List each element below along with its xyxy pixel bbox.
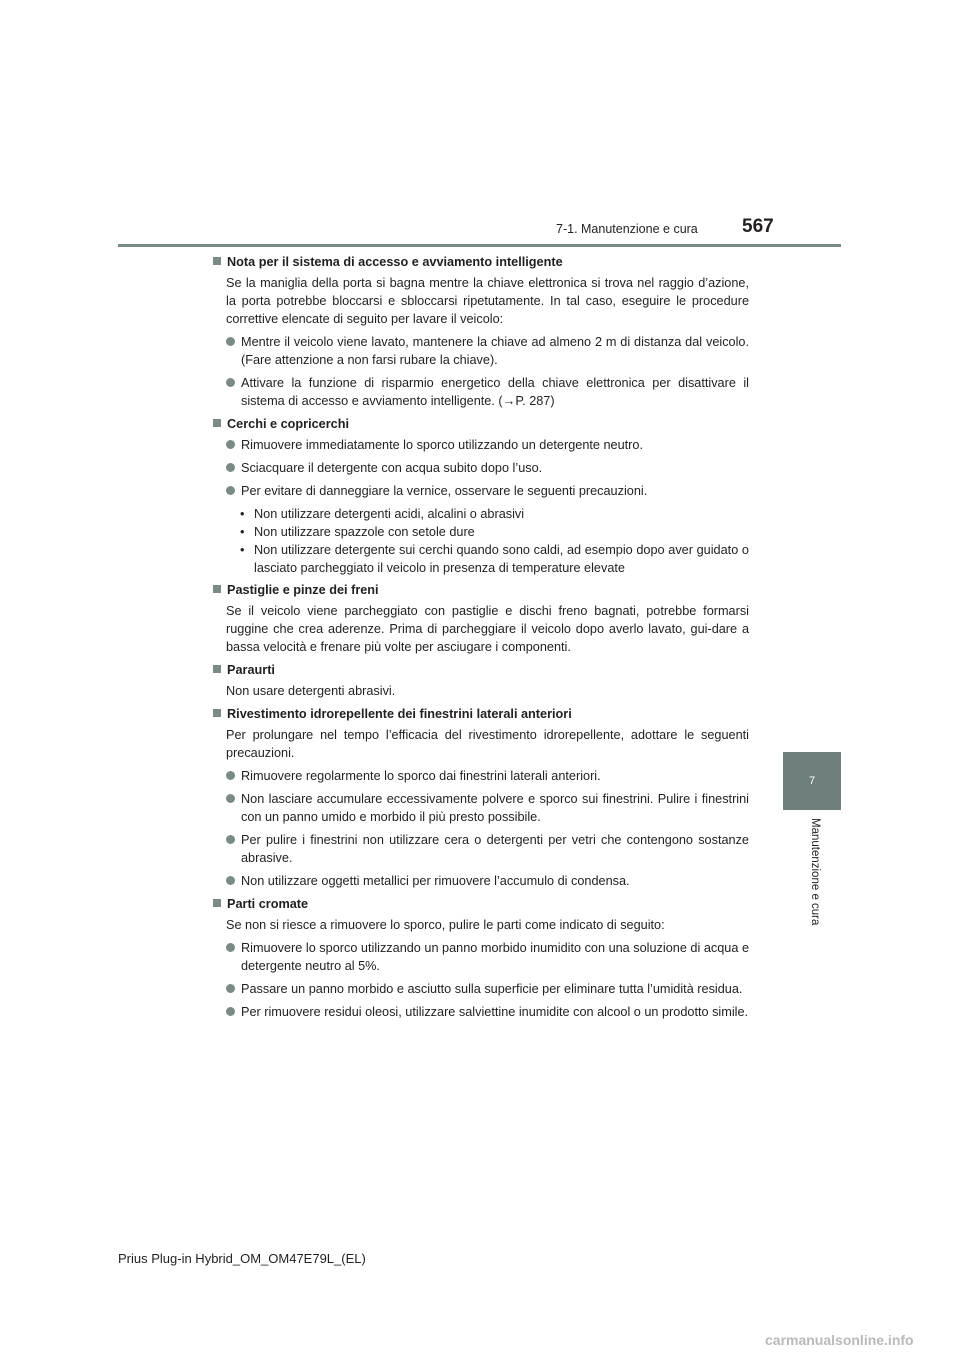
circle-bullet-icon <box>226 440 235 449</box>
circle-bullet-icon <box>226 378 235 387</box>
chapter-number: 7 <box>808 775 816 787</box>
section-intro: Se il veicolo viene parcheggiato con pastiglie e dischi freno bagnati, potrebbe formarsi ruggine che crea aderenze. Prima di parcheggiare il veicolo dopo averlo lavato, gui-dare a bassa velocità e frenare più volte per asciugare i componenti. <box>226 604 749 654</box>
page-number: 567 <box>742 216 774 237</box>
list-item: Attivare la funzione di risparmio energetico della chiave elettronica per disattivare il sistema di accesso e avviamento intelligente. (→P. 287) <box>226 374 749 410</box>
circle-bullet-icon <box>226 771 235 780</box>
circle-bullet-icon <box>226 1007 235 1016</box>
chapter-tab <box>783 752 841 810</box>
circle-bullet-icon <box>226 337 235 346</box>
section-bumpers <box>213 661 749 700</box>
section-title: Parti cromate <box>213 895 749 913</box>
section-title: Cerchi e copricerchi <box>213 415 749 433</box>
sub-list-item: • Non utilizzare spazzole con setole dure <box>240 525 475 539</box>
square-bullet-icon <box>213 899 221 907</box>
list-item: Rimuovere immediatamente lo sporco utilizzando un detergente neutro. <box>226 436 749 454</box>
running-header-section: 7-1. Manutenzione e cura <box>556 222 698 236</box>
section-brakes <box>213 581 749 656</box>
document-id: Prius Plug-in Hybrid_OM_OM47E79L_(EL) <box>118 1251 366 1266</box>
sub-list <box>240 505 749 577</box>
section-intro: Se non si riesce a rimuovere lo sporco, pulire le parti come indicato di seguito: <box>226 918 665 932</box>
circle-bullet-icon <box>226 835 235 844</box>
square-bullet-icon <box>213 419 221 427</box>
list-item: Per rimuovere residui oleosi, utilizzare salviettine inumidite con alcool o un prodotto simile. <box>226 1003 749 1021</box>
square-bullet-icon <box>213 257 221 265</box>
square-bullet-icon <box>213 709 221 717</box>
watermark: carmanualsonline.info <box>765 1332 914 1348</box>
section-title: Rivestimento idrorepellente dei finestrini laterali anteriori <box>213 705 749 723</box>
list-item: Passare un panno morbido e asciutto sulla superficie per eliminare tutta l’umidità residua. <box>226 980 749 998</box>
list-item: Sciacquare il detergente con acqua subito dopo l’uso. <box>226 459 749 477</box>
section-water-repellent <box>213 705 749 890</box>
list-item: Mentre il veicolo viene lavato, mantenere la chiave ad almeno 2 m di distanza dal veicolo. (Fare attenzione a non farsi rubare la chiave). <box>226 333 749 369</box>
section-title: Paraurti <box>213 661 749 679</box>
list-item: Rimuovere regolarmente lo sporco dai finestrini laterali anteriori. <box>226 767 749 785</box>
section-intro: Per prolungare nel tempo l’efficacia del rivestimento idrorepellente, adottare le seguenti precauzioni. <box>226 728 749 760</box>
section-chrome-parts <box>213 895 749 1021</box>
list-item: Non lasciare accumulare eccessivamente polvere e sporco sui finestrini. Pulire i finestrini con un panno umido e morbido il più presto possibile. <box>226 790 749 826</box>
header-divider <box>118 244 841 247</box>
section-smart-key <box>213 253 749 410</box>
list-item: Rimuovere lo sporco utilizzando un panno morbido inumidito con una soluzione di acqua e detergente neutro al 5%. <box>226 939 749 975</box>
list-item: Per evitare di danneggiare la vernice, osservare le seguenti precauzioni. <box>226 482 749 500</box>
section-intro: Se la maniglia della porta si bagna mentre la chiave elettronica si trova nel raggio d’azione, la porta potrebbe bloccarsi e sbloccarsi ripetutamente. In tal caso, eseguire le procedure correttive elencate di seguito per lavare il veicolo: <box>226 276 749 326</box>
square-bullet-icon <box>213 665 221 673</box>
section-title: Pastiglie e pinze dei freni <box>213 581 749 599</box>
section-title: Nota per il sistema di accesso e avviamento intelligente <box>213 253 749 271</box>
circle-bullet-icon <box>226 984 235 993</box>
circle-bullet-icon <box>226 943 235 952</box>
circle-bullet-icon <box>226 876 235 885</box>
list-item: Per pulire i finestrini non utilizzare cera o detergenti per vetri che contengono sostanze abrasive. <box>226 831 749 867</box>
sub-list-item: • Non utilizzare detergente sui cerchi quando sono caldi, ad esempio dopo aver guidato o lasciato parcheggiato il veicolo in presenza di temperature elevate <box>240 543 749 575</box>
page-content <box>213 253 749 1026</box>
section-wheels <box>213 415 749 577</box>
sub-list-item: • Non utilizzare detergenti acidi, alcalini o abrasivi <box>240 507 525 521</box>
circle-bullet-icon <box>226 486 235 495</box>
chapter-tab-label: Manutenzione e cura <box>809 818 821 926</box>
square-bullet-icon <box>213 585 221 593</box>
section-intro: Non usare detergenti abrasivi. <box>226 684 396 698</box>
circle-bullet-icon <box>226 463 235 472</box>
list-item: Non utilizzare oggetti metallici per rimuovere l’accumulo di condensa. <box>226 872 749 890</box>
circle-bullet-icon <box>226 794 235 803</box>
